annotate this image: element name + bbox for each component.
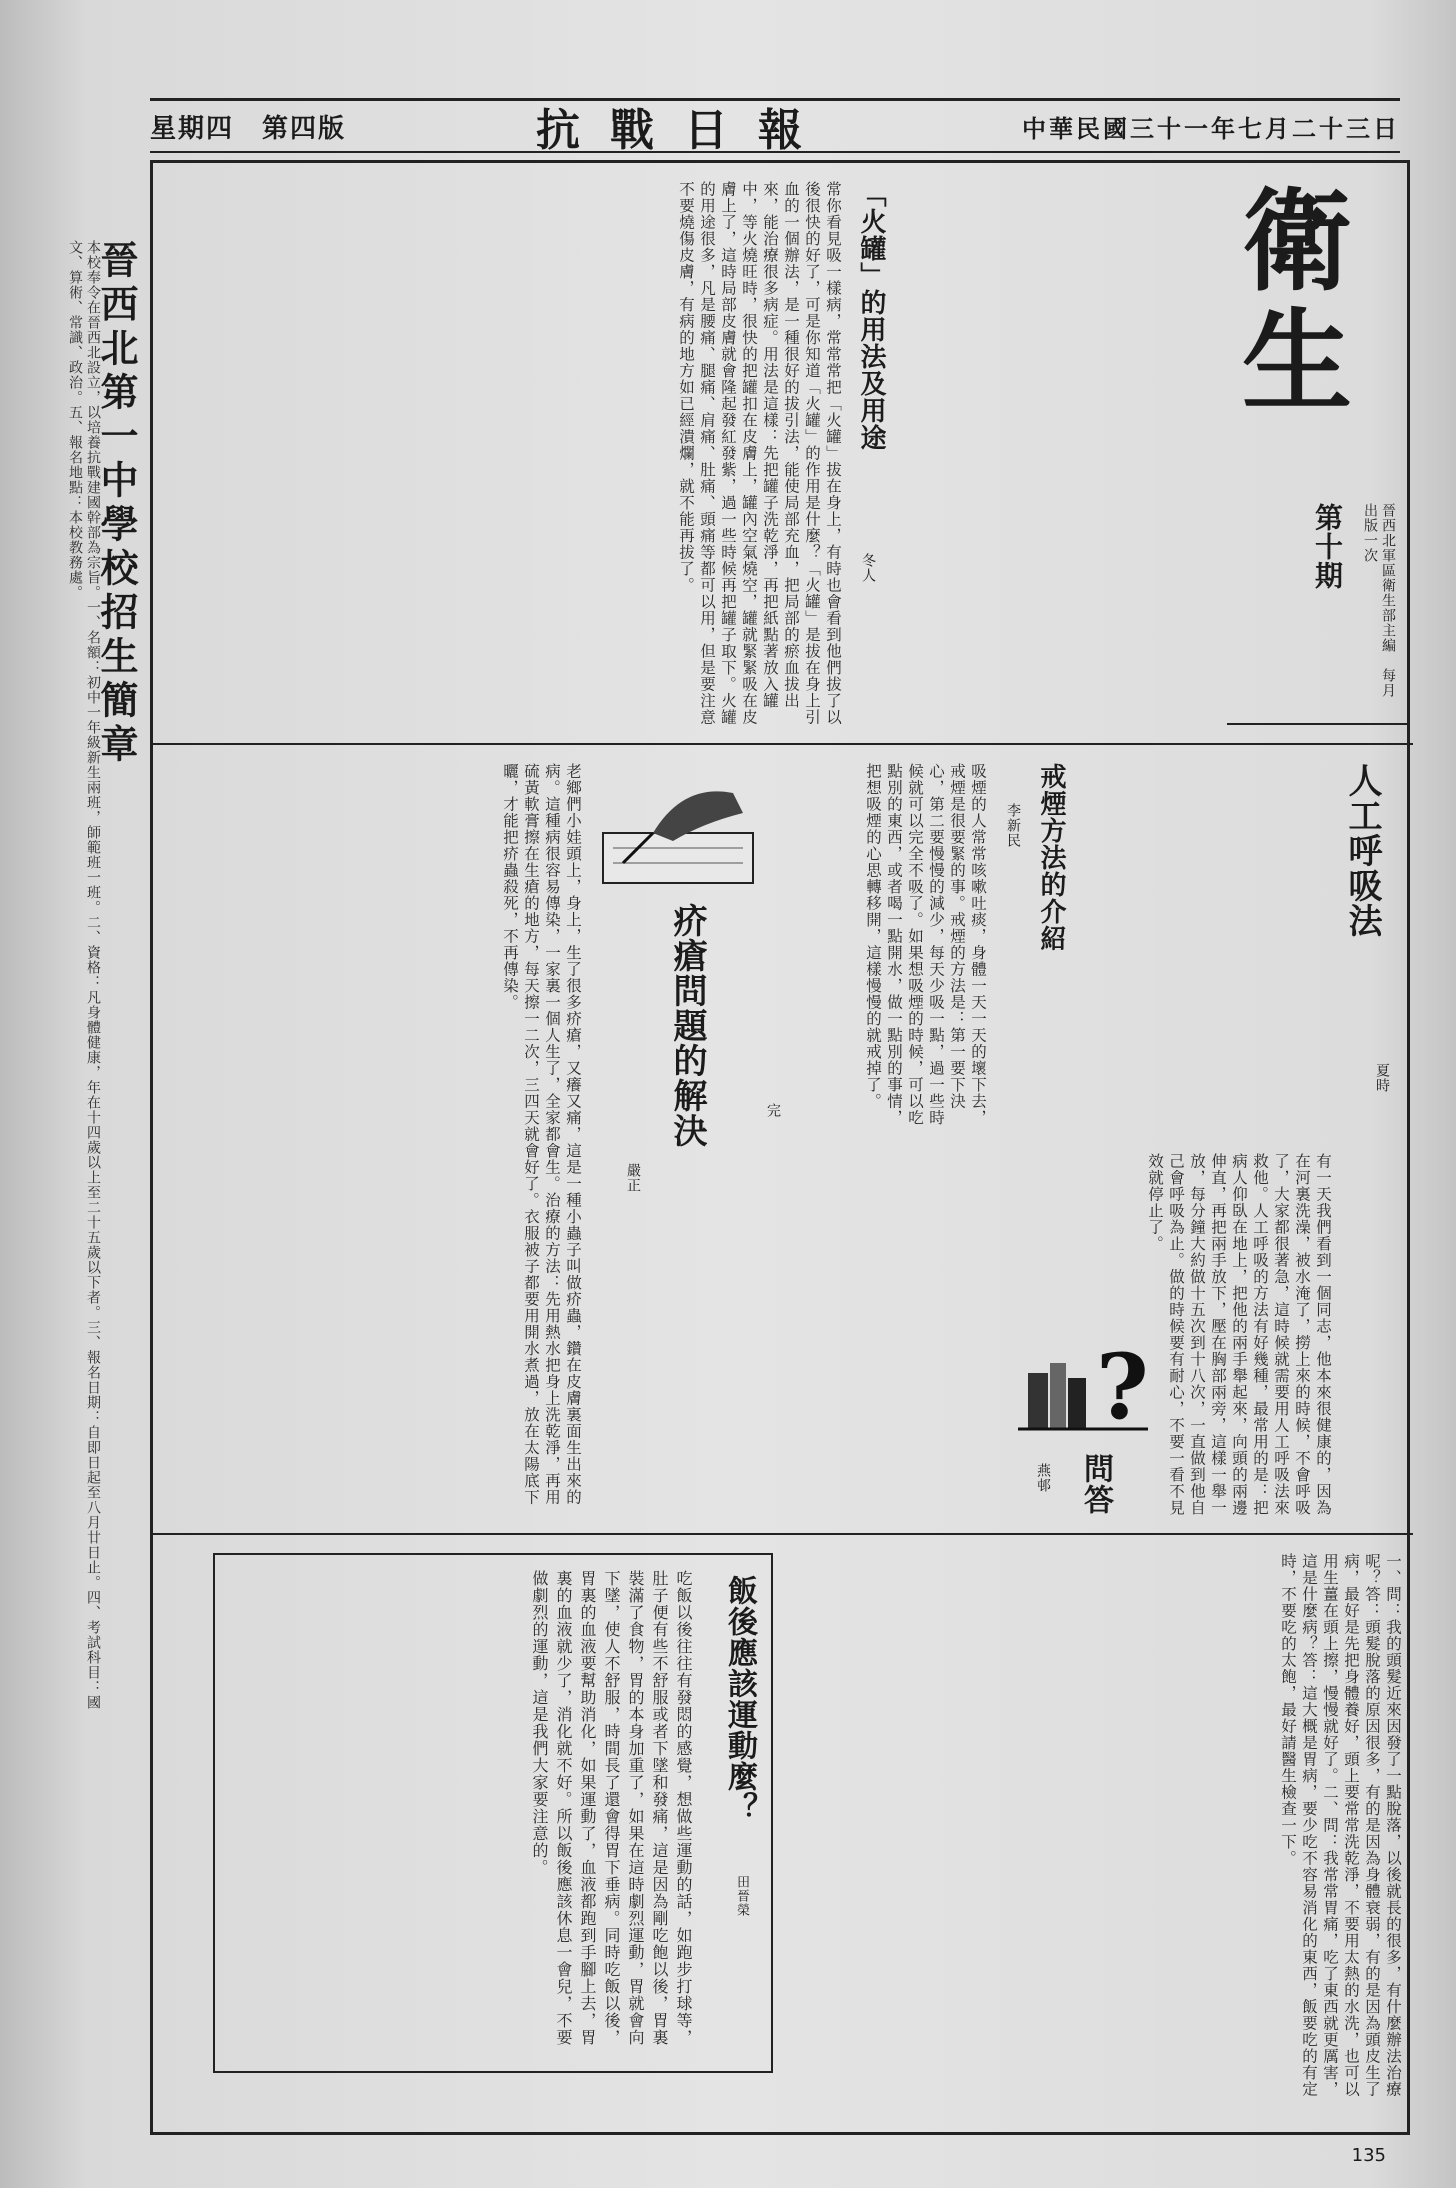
quit-smoking-body: 吸煙的人常常咳嗽吐痰，身體一天一天的壞下去，戒煙是很要緊的事。戒煙的方法是：第一要下決心，第二要慢慢的減少，每天少吸一點，過一些時候就可以完全不吸了。如果想吸煙的時候，可以吃點別的東西，或者喝一點開水，做一點別的事情，把想吸煙的心思轉移開，這樣慢慢的就戒掉了。	[864, 763, 987, 1126]
section-issue: 第十期	[1311, 503, 1344, 590]
after-meal-title: 飯後應該運動麼？	[722, 1575, 757, 1823]
artificial-respiration-body: 有一天我們看到一個同志，他本來很健康的，因為在河裏洗澡，被水淹了，撈上來的時候，不會呼吸了，大家都很著急，這時候就需要用人工呼吸法來救他。人工呼吸的方法有好幾種，最常用的是：把病人仰臥在地上，把他的兩手舉起來，向頭的兩邊伸直，再把兩手放下，壓在胸部兩旁，這樣一舉一放，每分鐘大約做十五次到十八次，一直做到他自己會呼吸為止。做的時候要有耐心，不要一看不見效就停止了。	[1146, 1153, 1332, 1516]
qa-author: 燕邨	[1035, 1463, 1051, 1493]
ad-body: 本校奉令在晉西北設立，以培養抗戰建國幹部為宗旨。一、名額：初中一年級新生兩班，師範班一班。二、資格：凡身體健康，年在十四歲以上至二十五歲以下者。三、報名日期：自即日起至八月廿日止。四、考試科目：國文、算術、常識、政治。五、報名地點：本校教務處。	[67, 240, 101, 1710]
quit-smoking-title: 戒煙方法的介紹	[1036, 763, 1066, 952]
publication-date: 中華民國三十一年七月二十三日	[1021, 113, 1400, 143]
page-number: 135	[1351, 2145, 1386, 2166]
fire-cup-title: 「火罐」的用法及用途	[856, 181, 886, 451]
health-section-frame	[150, 160, 1410, 2135]
section-title: 衛生	[1224, 183, 1353, 423]
section-publisher: 晉西北軍區衛生部主編 每月出版一次	[1362, 503, 1396, 698]
quit-smoking-end: 完	[765, 1103, 781, 1118]
paper-name: 抗戰日報	[536, 105, 832, 156]
after-meal-author: 田晉榮	[734, 1875, 749, 1917]
weekday-page: 星期四 第四版	[150, 113, 347, 144]
fire-cup-body: 常你看見吸一樣病，常常常把「火罐」拔在身上，有時也會看到他們拔了以後很快的好了，可是你知道「火罐」的作用是什麼？「火罐」是拔在身上引血的一個辦法，是一種很好的拔引法，能使局部充血，把局部的瘀血拔出來，能治療很多病症。用法是這樣：先把罐子洗乾淨，再把紙點著放入罐中，等火燒旺時，很快的把罐扣在皮膚上，罐內空氣燒空，罐就緊緊吸在皮膚上了，這時局部皮膚就會隆起發紅發紫，過一些時候再把罐子取下。火罐的用途很多，凡是腰痛、腿痛、肩痛、肚痛、頭痛等都可以用，但是要注意不要燒傷皮膚，有病的地方如已經潰爛，就不能再拔了。	[677, 181, 842, 726]
scabies-author: 嚴正	[625, 1163, 641, 1193]
divider-lower	[153, 1533, 1413, 1535]
qa-title: 問答	[1078, 1453, 1113, 1515]
title-divider	[1227, 723, 1407, 725]
scabies-body: 老鄉們小娃頭上，身上，生了很多疥瘡，又癢又痛，這是一種小蟲子叫做疥蟲，鑽在皮膚裏面生出來的病。這種病很容易傳染，一家裏一個人生了，全家都會生。治療的方法：先用熱水把身上洗乾淨，再用硫黃軟膏擦在生瘡的地方，每天擦一二次，三四天就會好了。衣服被子都要用開水煮過，放在太陽底下曬，才能把疥蟲殺死，不再傳染。	[501, 763, 582, 1506]
divider-right-mid	[1193, 743, 1413, 745]
artificial-respiration-body-top	[1243, 763, 1353, 1523]
artificial-respiration-title: 人工呼吸法	[1342, 763, 1382, 938]
school-admission-ad	[52, 240, 144, 1710]
quit-smoking-author: 李新民	[1005, 803, 1021, 848]
writing-hand-icon	[593, 763, 763, 893]
masthead	[150, 98, 1400, 156]
scabies-title: 疥瘡問題的解決	[667, 903, 707, 1148]
qa-body: 一、問：我的頭髮近來因發了一點脫落，以後就長的很多，有什麼辦法治療呢？答：頭髮脫落的原因很多，有的是因為身體衰弱，有的是因為頭皮生了病，最好是先把身體養好，頭上要常常洗乾淨，不要用太熱的水洗，也可以用生薑在頭上擦，慢慢就好了。二、問：我常常胃痛，吃了東西就更厲害，這是什麼病？答：這大概是胃病，要少吃不容易消化的東西，飯要吃的有定時，不要吃的太飽，最好請醫生檢查一下。	[1279, 1553, 1402, 2098]
after-meal-box	[213, 1553, 773, 2073]
book-question-icon	[1008, 1323, 1158, 1433]
ad-title: 晉西北第一中學校招生簡章	[94, 240, 139, 768]
lower-left-text	[158, 2093, 778, 2123]
fire-cup-body-continued	[913, 181, 1213, 711]
divider-upper	[153, 743, 1233, 745]
artificial-respiration-author: 夏時	[1374, 1063, 1390, 1093]
svg-text:?: ?	[1096, 1334, 1149, 1433]
after-meal-body: 吃飯以後往往有發悶的感覺，想做些運動的話，如跑步打球等，肚子便有些不舒服或者下墜和發痛，這是因為剛吃飽以後，胃裏裝滿了食物，胃的本身加重了，如果在這時劇烈運動，胃就會向下墜，使人不舒服，時間長了還會得胃下垂病。同時吃飯以後，胃裏的血液要幫助消化，如果運動了，血液都跑到手腳上去，胃裏的血液就少了，消化就不好。所以飯後應該休息一會兒，不要做劇烈的運動，這是我們大家要注意的。	[530, 1570, 693, 2046]
fire-cup-author: 冬人	[860, 553, 876, 583]
